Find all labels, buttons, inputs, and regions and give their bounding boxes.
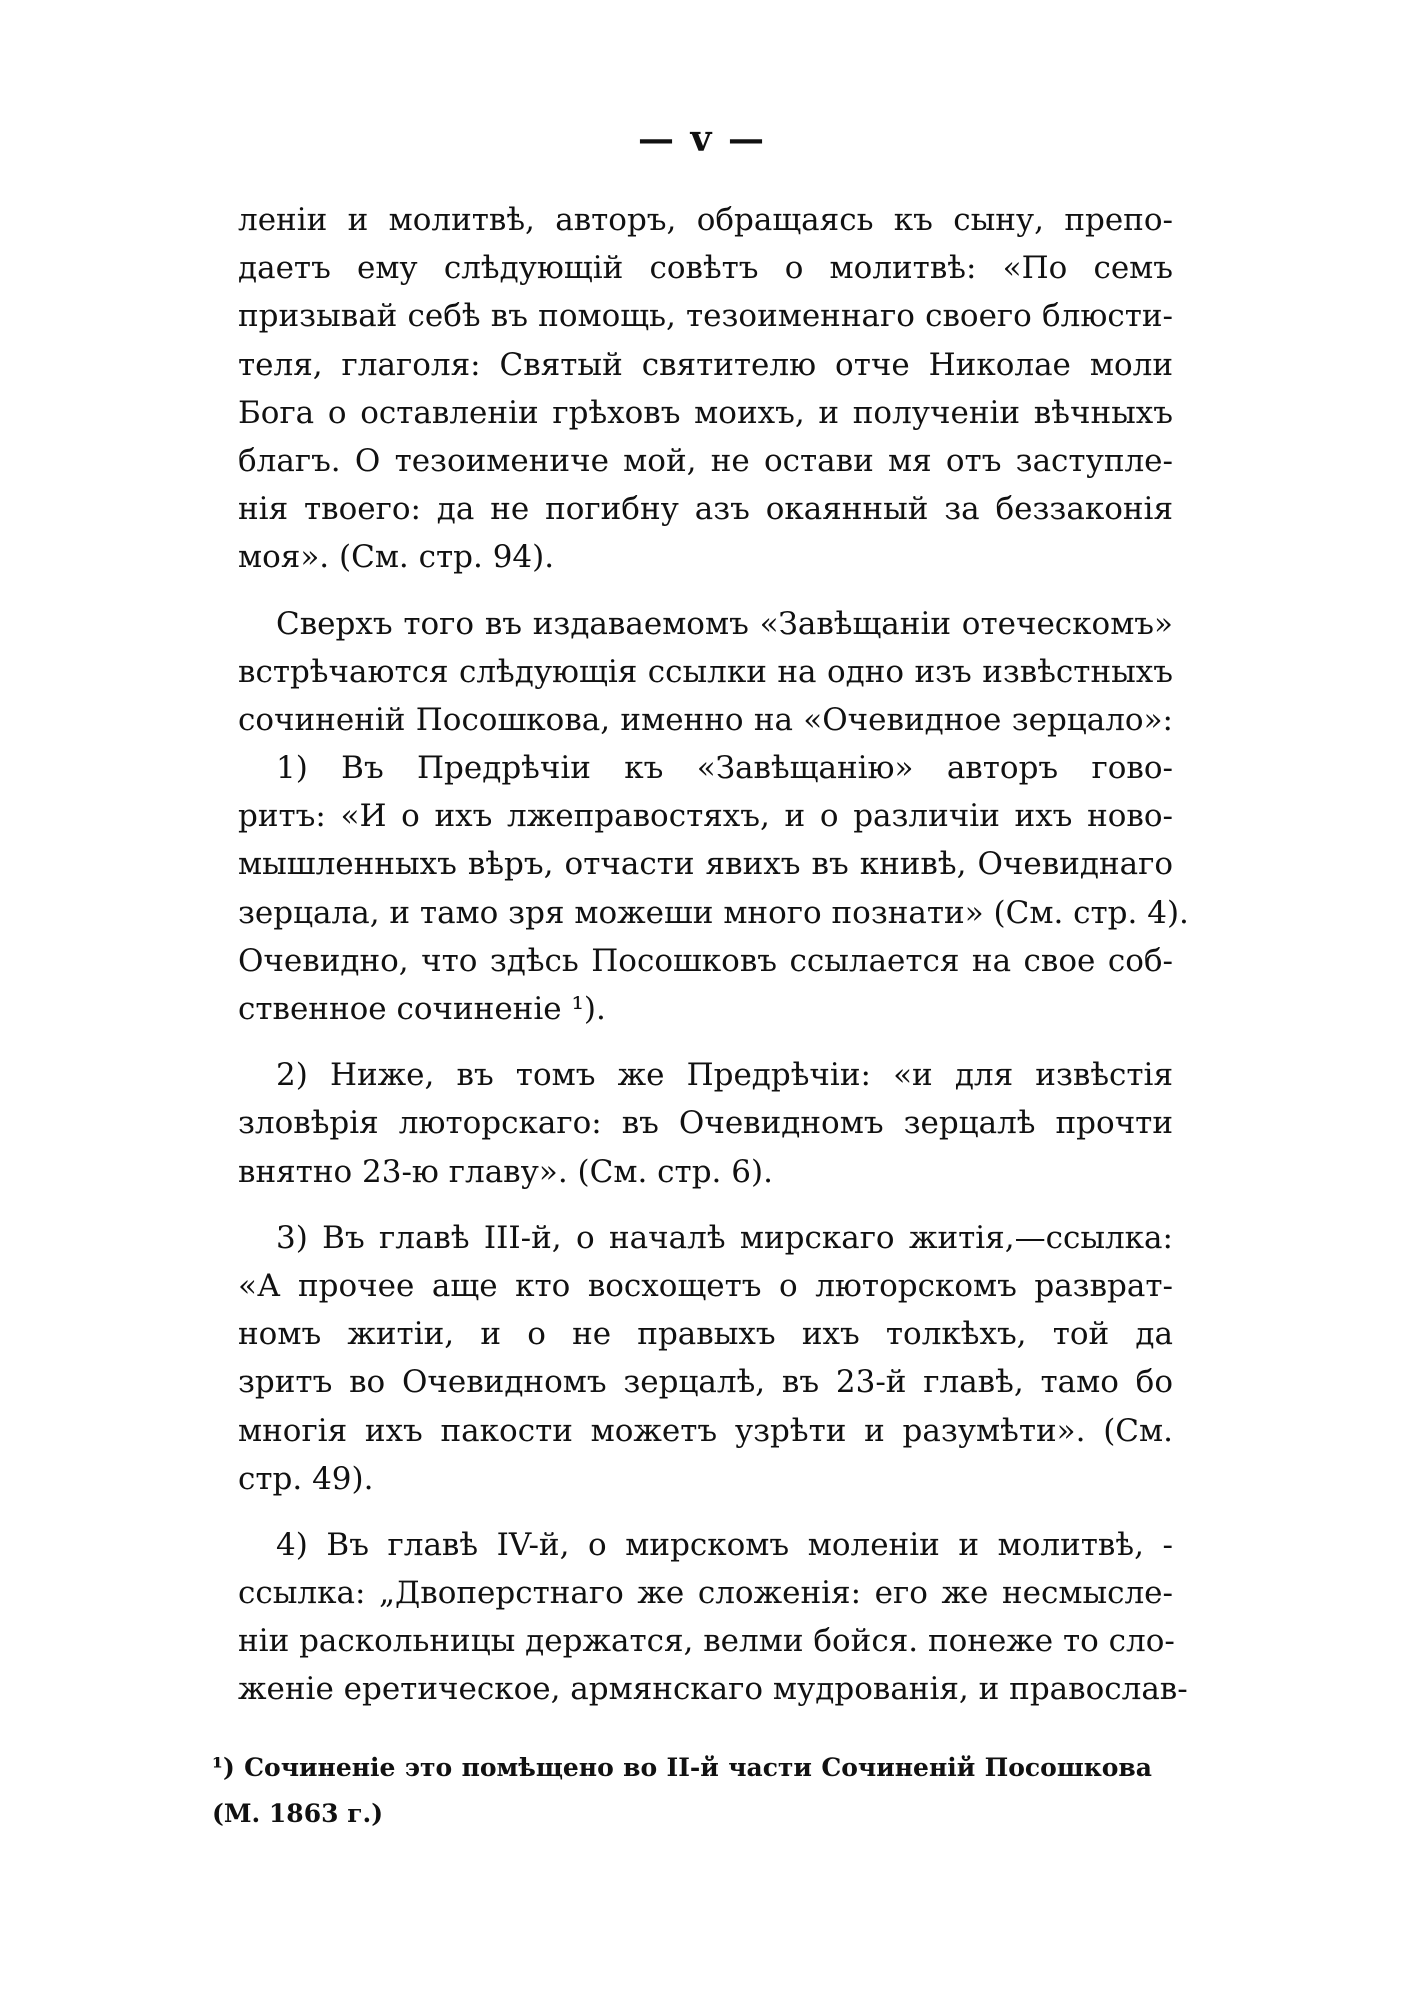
text-line: номъ житіи, и о не правыхъ ихъ толкѣхъ, той да [238,1316,1173,1353]
text-line: ственное сочиненіе ¹). [238,991,606,1027]
text-line: благъ. О тезоимениче мой, не остави мя отъ заступле- [238,442,1173,479]
text-line: призывай себѣ въ помощь, тезоименнаго своего блюсти- [238,298,1173,335]
text-line: даетъ ему слѣдующій совѣтъ о молитвѣ: «По семъ [238,250,1173,287]
text-line: нія твоего: да не погибну азъ окаянный за беззаконія [238,491,1173,528]
footnote [212,1745,1152,1837]
text-line: Сверхъ того въ издаваемомъ «Завѣщаніи отеческомъ» [276,605,1173,642]
paragraph [238,600,1173,745]
text-line: зловѣрія люторскаго: въ Очевидномъ зерцалѣ прочти [238,1105,1173,1142]
text-line: ніи раскольницы держатся, велми бойся. понеже то сло- [238,1623,1175,1660]
text-line: 2) Ниже, въ томъ же Предрѣчіи: «и для извѣстія [276,1057,1173,1094]
text-line: 4) Въ главѣ IV-й, о мирскомъ моленіи и молитвѣ, - [276,1526,1173,1563]
text-line: ссылка: „Двоперстнаго же сложенія: его же несмысле- [238,1575,1173,1612]
text-line: 3) Въ главѣ III-й, о началѣ мирскаго житія,—ссылка: [276,1219,1173,1256]
text-line: мышленныхъ вѣръ, отчасти явихъ въ книвѣ, Очевиднаго [238,846,1173,883]
text-line: встрѣчаются слѣдующія ссылки на одно изъ извѣстныхъ [238,653,1173,690]
paragraph [238,196,1173,582]
text-line: многія ихъ пакости можетъ узрѣти и разумѣти». (См. [238,1412,1173,1449]
page-number: — v — [638,118,766,160]
text-line: теля, глаголя: Святый святителю отче Николае моли [238,346,1173,383]
paragraph [238,1214,1173,1503]
text-line: моя». (См. стр. 94). [238,539,555,576]
body-text [238,196,1189,1714]
text-line: Очевидно, что здѣсь Посошковъ ссылается на свое соб- [238,942,1173,979]
text-line: женіе еретическое, армянскаго мудрованія, и православ- [238,1671,1188,1708]
text-line: «А прочее аще кто восхощетъ о люторскомъ развpат- [238,1267,1173,1304]
paragraph [238,1521,1188,1714]
text-line: ритъ: «И о ихъ лжеправостяхъ, и о различіи ихъ ново- [238,798,1173,835]
text-line: сочиненій Посошкова, именно на «Очевидное зерцало»: [238,701,1173,738]
text-line: внятно 23-ю главу». (См. стр. 6). [238,1153,773,1190]
paragraph [238,744,1189,1033]
paragraph [238,1051,1173,1196]
text-line: стр. 49). [238,1460,374,1497]
text-line: Бога о оставленіи грѣховъ моихъ, и полученіи вѣчныхъ [238,394,1173,431]
footnote-line: ¹) Сочиненіе это помѣщено во II-й части Сочиненій Посошкова [212,1753,1152,1782]
text-line: 1) Въ Предрѣчіи къ «Завѣщанію» авторъ гово- [276,750,1173,787]
footnote-line: (М. 1863 г.) [212,1799,384,1828]
text-line: зритъ во Очевидномъ зерцалѣ, въ 23-й главѣ, тамо бо [238,1364,1173,1401]
text-line: леніи и молитвѣ, авторъ, обращаясь къ сыну, препо- [238,202,1173,238]
text-line: зерцала, и тамо зря можеши много познати» (См. стр. 4). [238,894,1189,931]
